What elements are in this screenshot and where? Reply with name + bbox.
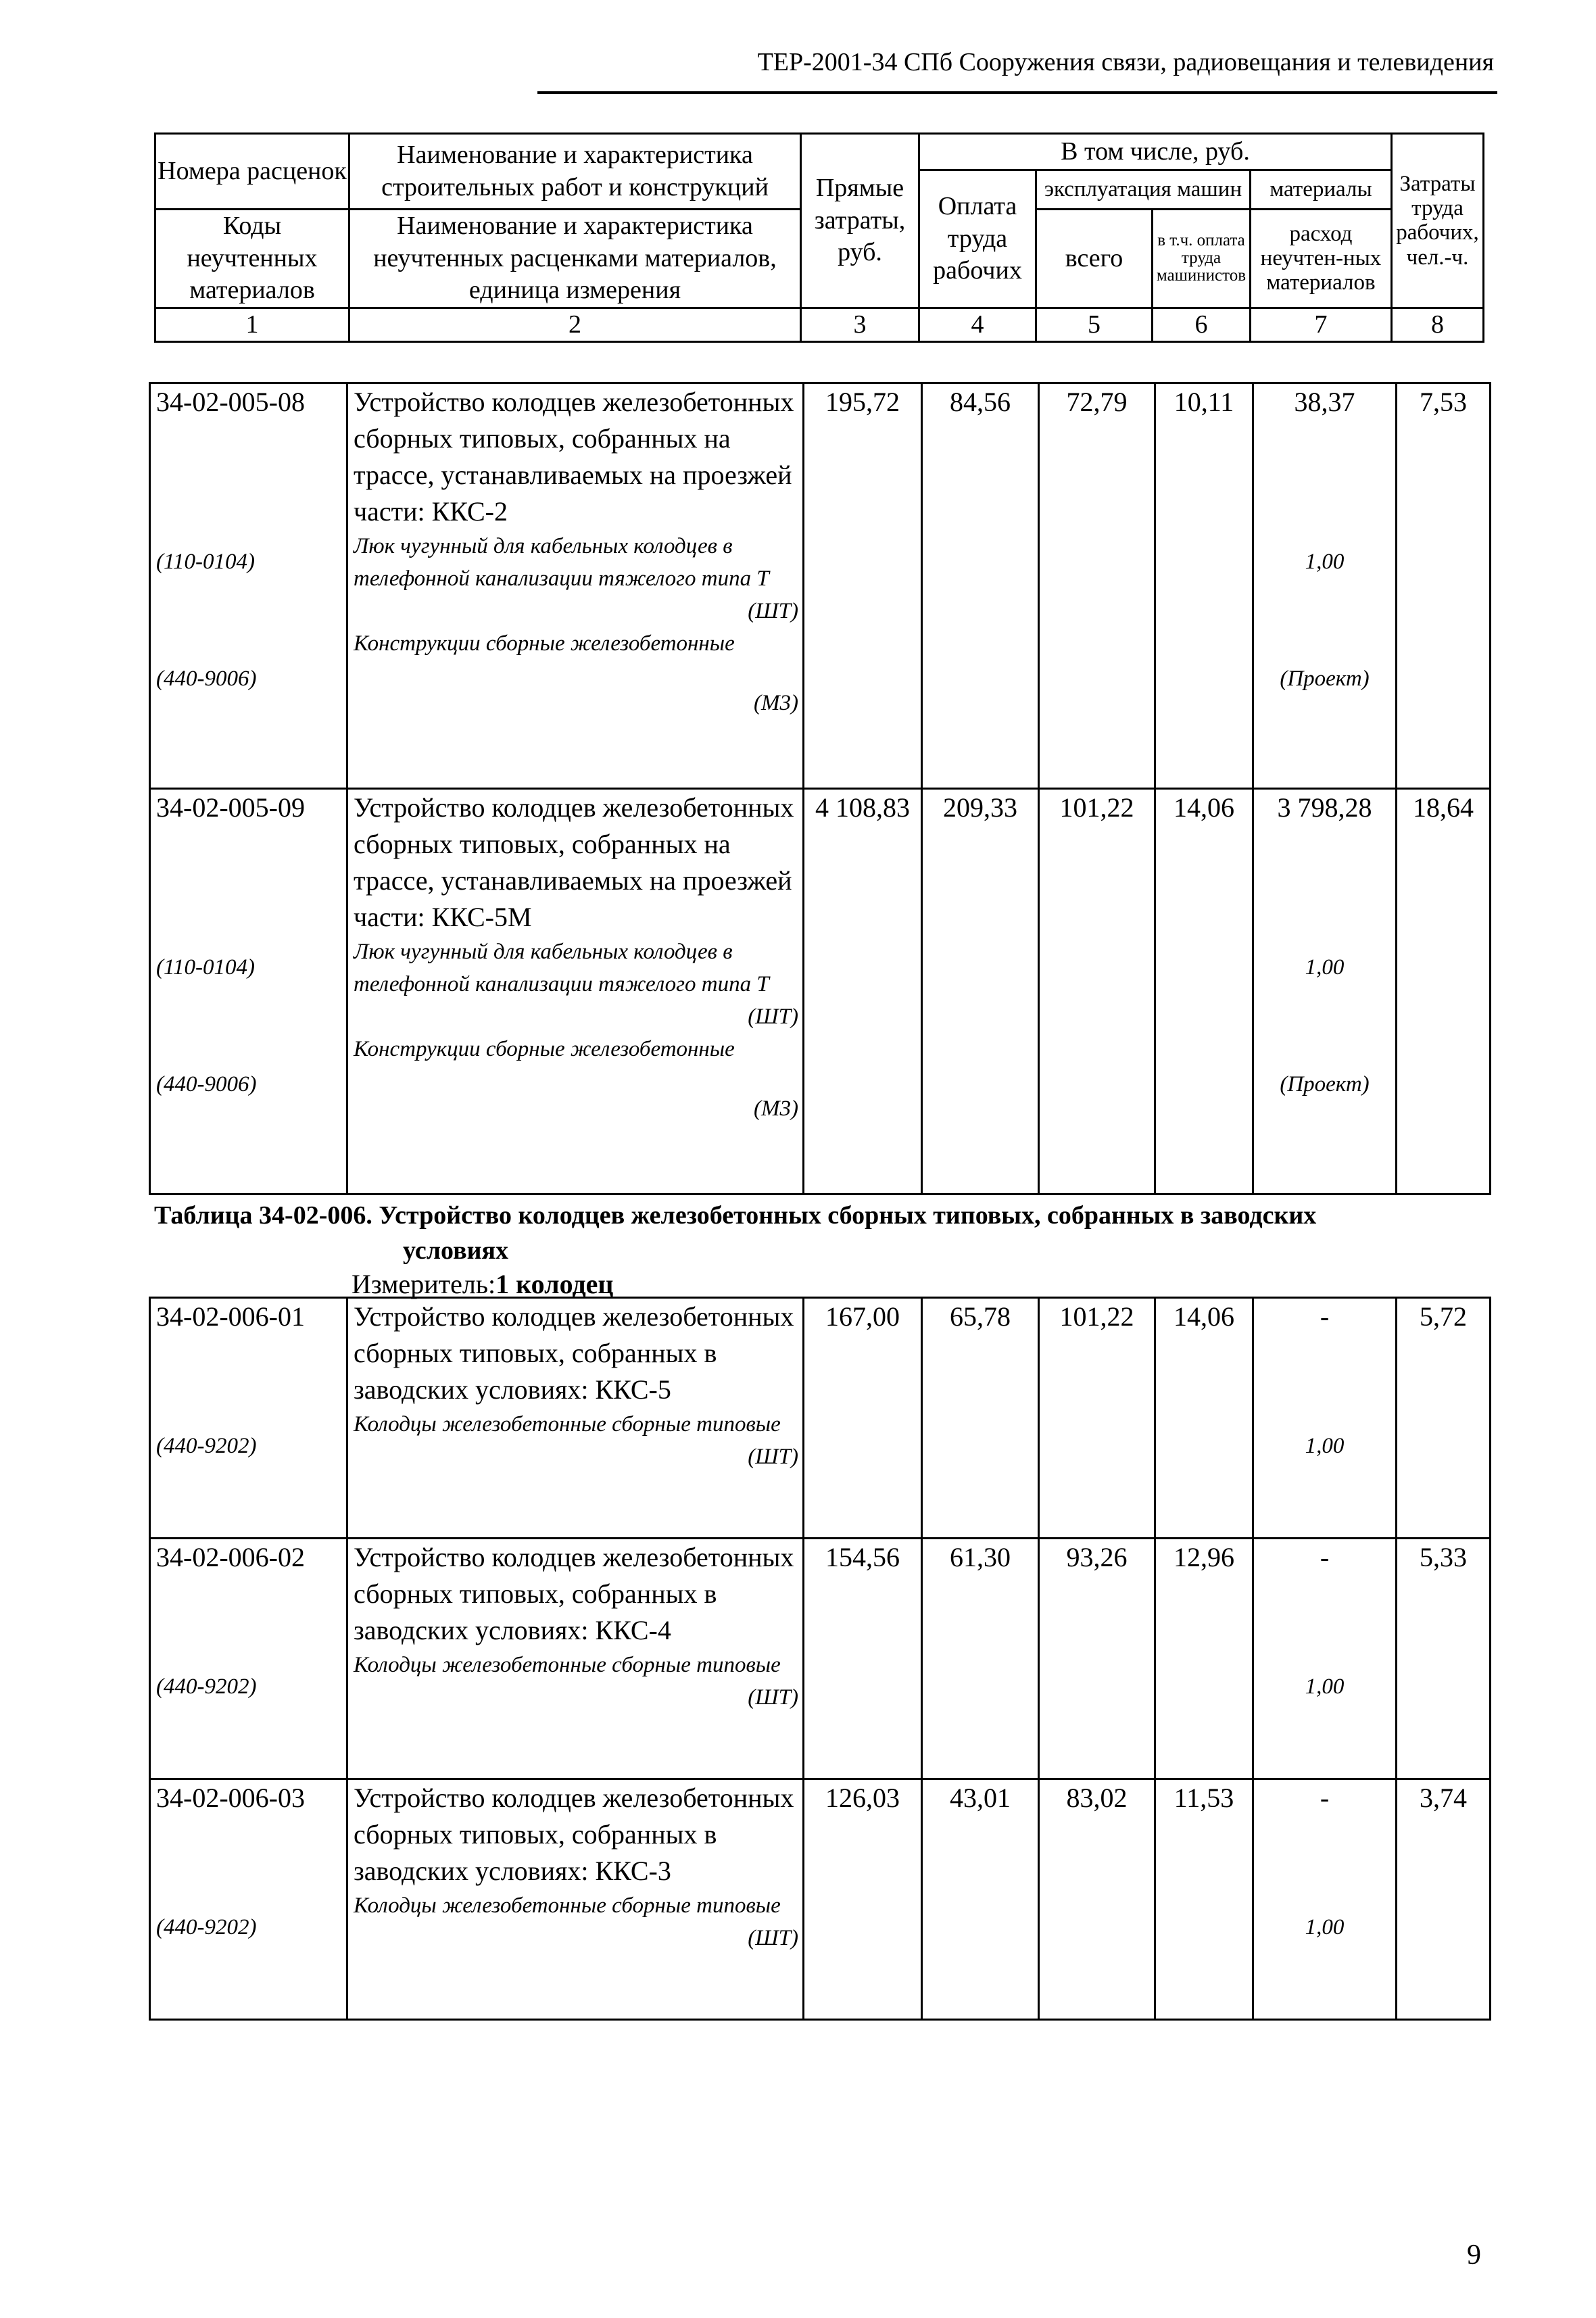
rate-description: Устройство колодцев железобетонных сборных типовых, собранных на трассе, устанавливаемых на проезжей части: ККС-5М: [354, 792, 794, 932]
labor-pay: 43,01: [922, 1779, 1039, 2020]
material-code: (110-0104): [156, 955, 256, 980]
measure-unit: [352, 1268, 613, 1300]
rate-code-cell: [150, 1298, 347, 1539]
rate-description: Устройство колодцев железобетонных сборных типовых, собранных в заводских условиях: ККС-5: [354, 1301, 794, 1405]
header-work-name: Наименование и характеристика строительных работ и конструкций: [349, 134, 801, 210]
header-num-8: 8: [1392, 308, 1484, 341]
table-row: [150, 789, 1491, 1194]
material-name: Люк чугунный для кабельных колодцев в телефонной канализации тяжелого типа Т: [354, 940, 769, 996]
header-rate-numbers: Номера расценок: [155, 134, 349, 210]
material-code: (110-0104): [156, 550, 256, 574]
materials-cell: [1253, 1539, 1397, 1779]
labor-pay: 84,56: [922, 383, 1039, 789]
material-unit: (М3): [754, 1096, 798, 1121]
header-labor-pay: Оплата труда рабочих: [919, 170, 1036, 308]
labor-pay: 65,78: [922, 1298, 1039, 1539]
material-unit: (ШТ): [748, 1685, 798, 1710]
table-caption: [154, 1198, 1479, 1268]
header-num-4: 4: [919, 308, 1036, 341]
labor-pay: 61,30: [922, 1539, 1039, 1779]
material-qty: 1,00: [1305, 1915, 1345, 1939]
machinist-pay: 14,06: [1155, 1298, 1253, 1539]
materials-cost: -: [1320, 1301, 1330, 1332]
header-material-consumption: расход неучтен-ных материалов: [1251, 210, 1392, 308]
direct-costs: 154,56: [804, 1539, 922, 1779]
material-qty: 1,00: [1305, 1674, 1345, 1699]
material-name: Колодцы железобетонные сборные типовые: [354, 1893, 781, 1918]
material-code: (440-9006): [156, 667, 257, 691]
running-header: ТЕР-2001-34 СПб Сооружения связи, радиовещания и телевидения: [757, 48, 1494, 76]
materials-cost: 38,37: [1294, 387, 1355, 417]
header-num-1: 1: [155, 308, 349, 341]
material-name: Колодцы железобетонные сборные типовые: [354, 1653, 781, 1677]
labor-hours: 7,53: [1397, 383, 1491, 789]
rate-code: 34-02-005-08: [156, 387, 305, 417]
rate-code-cell: [150, 1539, 347, 1779]
material-qty: (Проект): [1280, 667, 1370, 691]
material-qty: (Проект): [1280, 1072, 1370, 1096]
header-rule: [537, 91, 1497, 94]
rate-code-cell: [150, 789, 347, 1194]
materials-cell: [1253, 789, 1397, 1194]
table-row: [150, 1539, 1491, 1779]
header-num-7: 7: [1251, 308, 1392, 341]
rate-code-cell: [150, 1779, 347, 2020]
material-code: (440-9202): [156, 1915, 257, 1939]
header-unaccounted-codes: Коды неучтенных материалов: [155, 210, 349, 308]
column-header-table: [154, 132, 1484, 343]
page-number: 9: [1467, 2240, 1481, 2271]
rate-code: 34-02-006-03: [156, 1783, 305, 1813]
rate-code: 34-02-006-02: [156, 1542, 305, 1572]
material-qty: 1,00: [1305, 550, 1345, 574]
header-material-name: Наименование и характеристика неучтенных расценками материалов, единица измерения: [349, 210, 801, 308]
rate-description-cell: [347, 1779, 804, 2020]
material-unit: (М3): [754, 691, 798, 715]
direct-costs: 4 108,83: [804, 789, 922, 1194]
table-caption-line1: Таблица 34-02-006. Устройство колодцев железобетонных сборных типовых, собранных в заводских: [154, 1201, 1317, 1230]
materials-cell: [1253, 1298, 1397, 1539]
rate-description-cell: [347, 789, 804, 1194]
labor-hours: 5,33: [1397, 1539, 1491, 1779]
materials-cost: -: [1320, 1542, 1330, 1572]
material-name: Конструкции сборные железобетонные: [354, 631, 735, 656]
header-num-6: 6: [1153, 308, 1251, 341]
labor-hours: 18,64: [1397, 789, 1491, 1194]
header-num-3: 3: [801, 308, 919, 341]
header-machinist-pay: в т.ч. оплата труда машинистов: [1153, 210, 1251, 308]
material-unit: (ШТ): [748, 599, 798, 623]
machines-total: 101,22: [1039, 1298, 1155, 1539]
rate-description-cell: [347, 383, 804, 789]
machines-total: 72,79: [1039, 383, 1155, 789]
materials-cell: [1253, 383, 1397, 789]
rate-description: Устройство колодцев железобетонных сборных типовых, собранных в заводских условиях: ККС-3: [354, 1783, 794, 1886]
table-caption-line2: условиях: [403, 1236, 509, 1265]
material-unit: (ШТ): [748, 1005, 798, 1029]
materials-cost: -: [1320, 1783, 1330, 1813]
table-row: [150, 1779, 1491, 2020]
rate-code: 34-02-006-01: [156, 1301, 305, 1332]
rate-description: Устройство колодцев железобетонных сборных типовых, собранных в заводских условиях: ККС-4: [354, 1542, 794, 1645]
header-machines-total: всего: [1036, 210, 1153, 308]
header-labor-hours: Затраты труда рабочих, чел.-ч.: [1392, 134, 1484, 308]
materials-cell: [1253, 1779, 1397, 2020]
machinist-pay: 12,96: [1155, 1539, 1253, 1779]
machines-total: 101,22: [1039, 789, 1155, 1194]
measure-value: 1 колодец: [495, 1269, 614, 1299]
table-row: [150, 383, 1491, 789]
material-name: Конструкции сборные железобетонные: [354, 1037, 735, 1061]
header-materials: материалы: [1251, 170, 1392, 210]
rate-code: 34-02-005-09: [156, 792, 305, 823]
table-row: [150, 1298, 1491, 1539]
material-qty: 1,00: [1305, 955, 1345, 980]
material-qty: 1,00: [1305, 1434, 1345, 1458]
machinist-pay: 14,06: [1155, 789, 1253, 1194]
measure-label: Измеритель:: [352, 1269, 496, 1299]
materials-cost: 3 798,28: [1277, 792, 1372, 823]
material-name: Колодцы железобетонные сборные типовые: [354, 1412, 781, 1436]
material-code: (440-9202): [156, 1434, 257, 1458]
rate-description: Устройство колодцев железобетонных сборных типовых, собранных на трассе, устанавливаемых на проезжей части: ККС-2: [354, 387, 794, 527]
header-num-5: 5: [1036, 308, 1153, 341]
material-unit: (ШТ): [748, 1926, 798, 1950]
direct-costs: 126,03: [804, 1779, 922, 2020]
labor-hours: 3,74: [1397, 1779, 1491, 2020]
rates-table-005: [149, 382, 1491, 1195]
material-name: Люк чугунный для кабельных колодцев в телефонной канализации тяжелого типа Т: [354, 534, 769, 591]
direct-costs: 195,72: [804, 383, 922, 789]
header-including: В том числе, руб.: [919, 134, 1392, 170]
material-code: (440-9202): [156, 1674, 257, 1699]
labor-hours: 5,72: [1397, 1298, 1491, 1539]
rate-description-cell: [347, 1539, 804, 1779]
rates-table-006: [149, 1297, 1491, 2021]
machinist-pay: 11,53: [1155, 1779, 1253, 2020]
rate-description-cell: [347, 1298, 804, 1539]
rate-code-cell: [150, 383, 347, 789]
machines-total: 93,26: [1039, 1539, 1155, 1779]
machinist-pay: 10,11: [1155, 383, 1253, 789]
labor-pay: 209,33: [922, 789, 1039, 1194]
material-code: (440-9006): [156, 1072, 257, 1096]
material-unit: (ШТ): [748, 1445, 798, 1469]
header-num-2: 2: [349, 308, 801, 341]
header-machines: эксплуатация машин: [1036, 170, 1251, 210]
machines-total: 83,02: [1039, 1779, 1155, 2020]
header-direct-costs: Прямые затраты, руб.: [801, 134, 919, 308]
direct-costs: 167,00: [804, 1298, 922, 1539]
